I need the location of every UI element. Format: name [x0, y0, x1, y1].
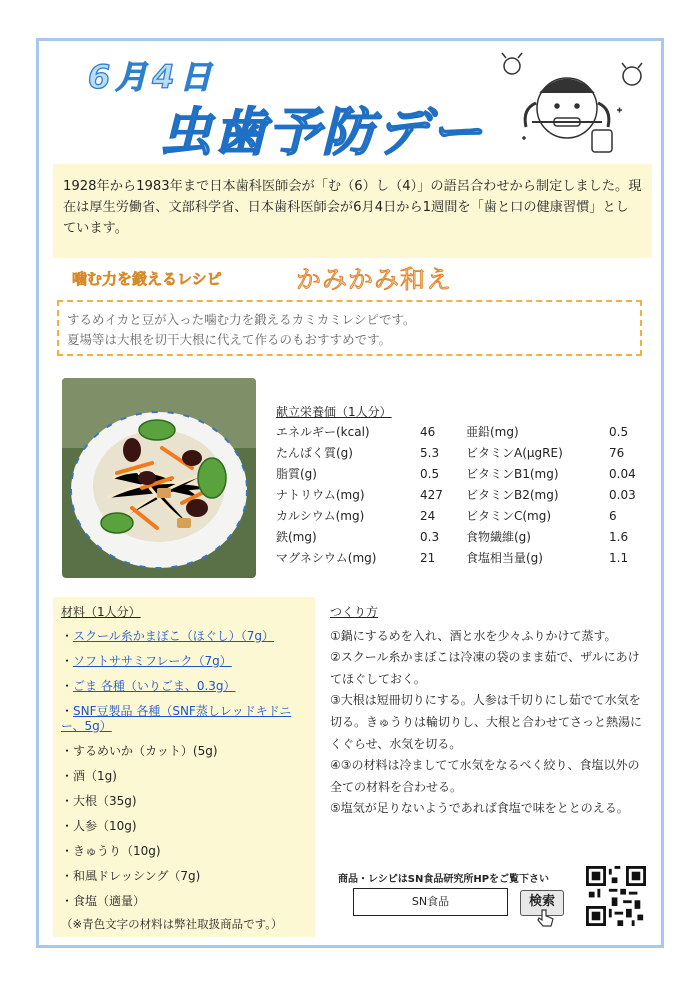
- ingredient-text: 酒（1g): [73, 769, 117, 783]
- nutrition-value: 76: [609, 446, 625, 460]
- toothbrush-girl-illustration: [492, 48, 662, 158]
- step-item: ⑤塩気が足りないようであれば食塩で味をととのえる。: [330, 801, 629, 816]
- nutrition-value: 0.03: [609, 488, 636, 502]
- page-title: 虫歯予防デー: [160, 103, 485, 163]
- bullet-icon: ・: [61, 769, 74, 783]
- nutrition-value: 427: [420, 488, 443, 502]
- nutrition-label: 食物繊維(g): [466, 530, 531, 544]
- nutrition-label: ビタミンB2(mg): [466, 488, 559, 502]
- bullet-icon: ・: [61, 844, 74, 858]
- ingredient-text[interactable]: SNF豆製品 各種（SNF蒸しレッドキドニー、5g）: [61, 704, 292, 733]
- nutrition-value: 6: [609, 509, 617, 523]
- ingredients-title: 材料（1人分）: [61, 605, 141, 619]
- ingredient-item: [61, 789, 307, 814]
- ingredient-item: [61, 839, 307, 864]
- nutrition-label: 鉄(mg): [276, 530, 317, 544]
- nutrition-label: カルシウム(mg): [276, 509, 365, 523]
- ingredient-text: 人参（10g): [73, 819, 137, 833]
- recipe-description: [57, 300, 642, 356]
- ingredients-panel: [53, 597, 315, 937]
- nutrition-label: ビタミンA(μgRE): [466, 446, 563, 460]
- nutrition-title: 献立栄養価（1人分）: [276, 405, 392, 419]
- search-button-label: 検索: [528, 894, 555, 909]
- ingredient-text[interactable]: スクール糸かまぼこ（ほぐし）（7g）: [73, 629, 275, 643]
- nutrition-value: 5.3: [420, 446, 440, 460]
- ingredient-text: 大根（35g): [73, 794, 137, 808]
- nutrition-value: 21: [420, 551, 436, 565]
- steps-panel: [330, 602, 650, 820]
- ingredients-list: [61, 624, 307, 914]
- step-item: ①鍋にするめを入れ、酒と水を少々ふりかけて蒸す。: [330, 628, 617, 643]
- bullet-icon: ・: [61, 869, 74, 883]
- nutrition-value: 0.04: [609, 467, 636, 481]
- recipe-photo: [62, 378, 256, 578]
- nutrition-label: 食塩相当量(g): [466, 551, 543, 565]
- qr-code-icon[interactable]: [586, 866, 646, 926]
- ingredient-item[interactable]: [61, 699, 307, 739]
- bullet-icon: ・: [61, 654, 74, 668]
- ingredient-text: 食塩（適量）: [73, 894, 146, 908]
- ingredient-item: [61, 864, 307, 889]
- nutrition-value: 1.6: [609, 530, 629, 544]
- bullet-icon: ・: [61, 629, 74, 643]
- ingredient-item: [61, 814, 307, 839]
- nutrition-value: 0.5: [420, 467, 440, 481]
- search-input[interactable]: SN食品: [353, 888, 508, 916]
- step-item: ②スクール糸かまぼこは冷凍の袋のまま茹で、ザルにあけてほぐしておく。: [330, 650, 640, 686]
- nutrition-label: 亜鉛(mg): [466, 425, 519, 439]
- description-line: するめイカと豆が入った噛む力を鍛えるカミカミレシピです。: [67, 312, 416, 327]
- ingredient-item: [61, 739, 307, 764]
- nutrition-label: ビタミンB1(mg): [466, 467, 559, 481]
- hp-notice: 商品・レシピはSN食品研究所HPをご覧下さい: [338, 874, 550, 885]
- bullet-icon: ・: [61, 794, 74, 808]
- ingredient-text: きゅうり（10g): [73, 844, 161, 858]
- ingredient-item[interactable]: [61, 674, 307, 699]
- nutrition-value: 1.1: [609, 551, 629, 565]
- description-line: 夏場等は大根を切干大根に代えて作るのもおすすめです。: [67, 332, 392, 347]
- ingredient-item[interactable]: [61, 624, 307, 649]
- ingredient-text: するめいか（カット）(5g): [73, 744, 218, 758]
- nutrition-label: エネルギー(kcal): [276, 425, 370, 439]
- bullet-icon: ・: [61, 819, 74, 833]
- nutrition-label: マグネシウム(mg): [276, 551, 377, 565]
- bullet-icon: ・: [61, 894, 74, 908]
- recipe-name: かみかみ和え: [296, 265, 453, 294]
- nutrition-value: 24: [420, 509, 436, 523]
- ingredient-item: [61, 889, 307, 914]
- nutrition-label: たんぱく質(g): [276, 446, 353, 460]
- step-item: ④③の材料は冷ましてて水気をなるべく絞り、食塩以外の全ての材料を合わせる。: [330, 758, 640, 794]
- nutrition-label: ナトリウム(mg): [276, 488, 365, 502]
- bullet-icon: ・: [61, 679, 74, 693]
- recipe-subtitle: 噛む力を鍛えるレシピ: [72, 270, 222, 288]
- step-item: ③大根は短冊切りにする。人参は千切りにし茹でて水気を切る。きゅうりは輪切りし、大根と合わせてさっと熱湯にくぐらせ、水気を切る。: [330, 693, 643, 751]
- ingredient-item[interactable]: [61, 649, 307, 674]
- date-heading: 6月4日: [88, 58, 217, 96]
- nutrition-value: 46: [420, 425, 436, 439]
- nutrition-label: ビタミンC(mg): [466, 509, 552, 523]
- steps-title: つくり方: [330, 605, 379, 619]
- pointer-hand-icon: [536, 908, 556, 930]
- intro-text: 1928年から1983年まで日本歯科医師会が「む（6）し（4）」の語呂合わせから制定しました。現在は厚生労働省、文部科学省、日本歯科医師会が6月4日から1週間を「歯と口の健康習慣」としています。: [53, 164, 652, 258]
- ingredient-text[interactable]: ソフトササミフレーク（7g）: [73, 654, 232, 668]
- ingredient-text[interactable]: ごま 各種（いりごま、0.3g）: [73, 679, 236, 693]
- ingredient-item: [61, 764, 307, 789]
- nutrition-value: 0.5: [609, 425, 629, 439]
- ingredient-text: 和風ドレッシング（7g): [73, 869, 201, 883]
- bullet-icon: ・: [61, 704, 74, 718]
- nutrition-label: 脂質(g): [276, 467, 317, 481]
- ingredients-note: （※青色文字の材料は弊社取扱商品です。）: [61, 917, 283, 931]
- nutrition-value: 0.3: [420, 530, 440, 544]
- bullet-icon: ・: [61, 744, 74, 758]
